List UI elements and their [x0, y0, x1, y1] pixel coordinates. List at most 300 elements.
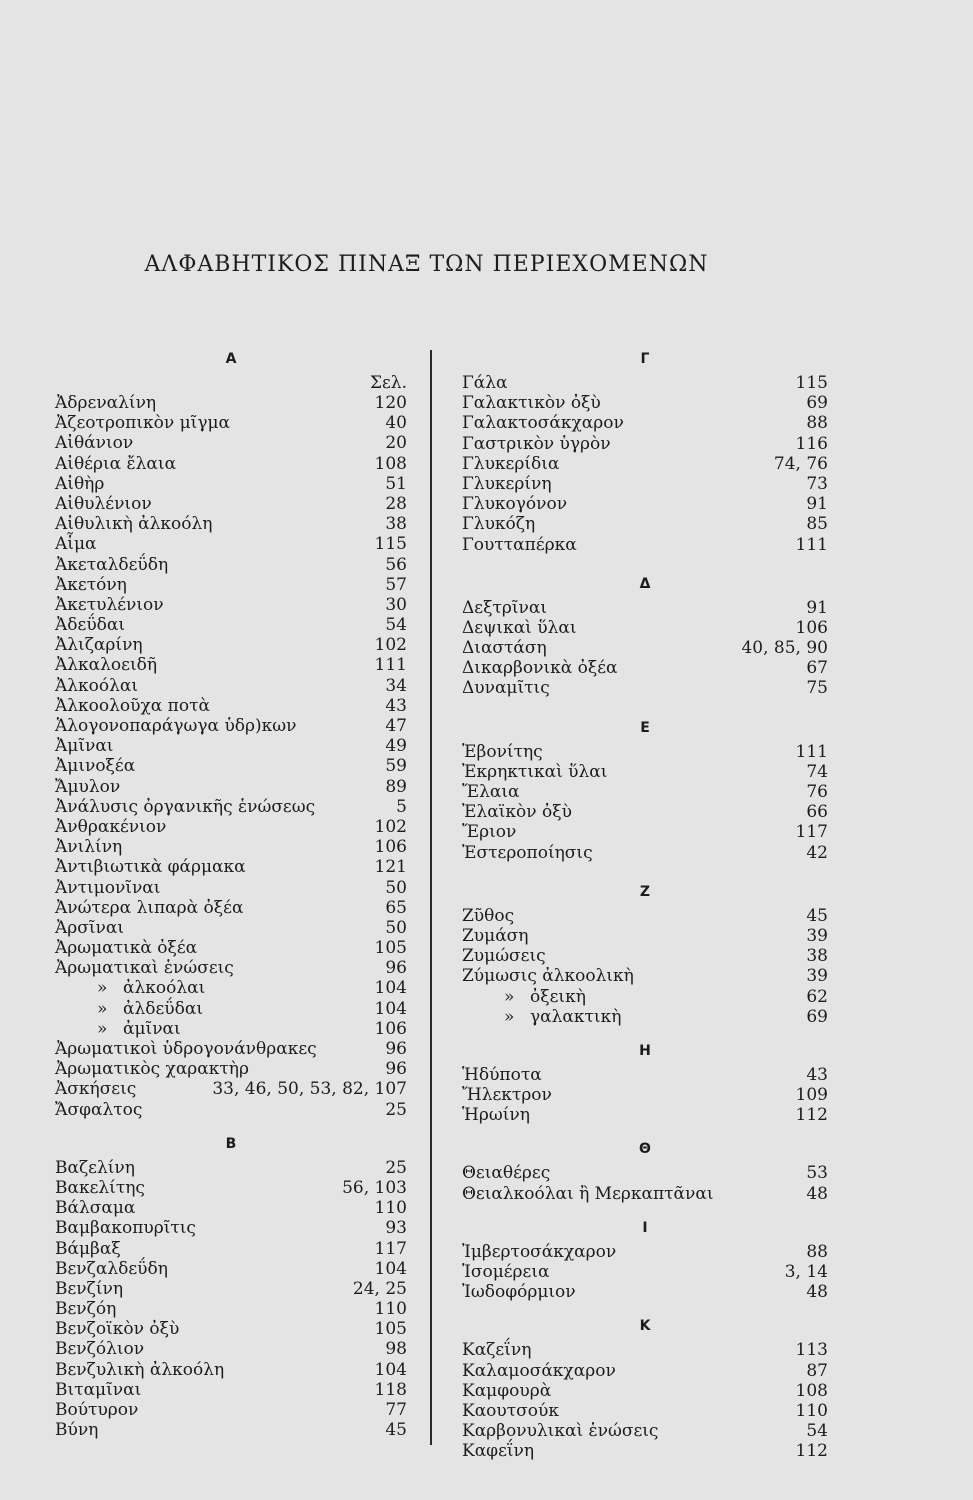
- entry-pages: 115: [795, 373, 828, 393]
- entry-term: [462, 393, 601, 413]
- entry-term-text: Ἀνιλίνη: [55, 837, 123, 858]
- entry-term-text: Γαστρικὸν ὑγρὸν: [462, 433, 611, 454]
- index-entry: [55, 454, 407, 474]
- entry-term: [462, 1340, 531, 1360]
- entry-pages: 69: [806, 1006, 828, 1027]
- entry-term: [462, 906, 514, 926]
- entry-term-text: Ἀρωματικὸς χαρακτὴρ: [55, 1059, 249, 1080]
- index-entry: [462, 843, 828, 863]
- index-entry: [55, 1259, 407, 1279]
- index-entry: [55, 1079, 407, 1099]
- entry-pages: 43: [806, 1064, 828, 1085]
- section-letter: Ζ: [639, 883, 651, 900]
- entry-term: [462, 413, 624, 433]
- index-entry: [462, 638, 828, 658]
- entry-term: [462, 822, 516, 842]
- entry-term: [462, 1381, 551, 1401]
- entry-term: [55, 555, 168, 575]
- entry-term-text: Καζεΐνη: [462, 1340, 532, 1361]
- entry-term: [55, 938, 197, 958]
- entry-pages: 91: [806, 494, 828, 515]
- index-entry: [462, 1105, 828, 1125]
- entry-term: [55, 777, 120, 797]
- left-index-column: [55, 345, 407, 1440]
- entry-pages: 110: [795, 1400, 828, 1421]
- entry-pages: 34: [385, 675, 407, 696]
- entry-term: [55, 1400, 138, 1420]
- entry-term-text: γαλακτικὴ: [530, 1006, 622, 1027]
- entry-term-text: Βάμβαξ: [55, 1238, 121, 1259]
- right-index-column: [462, 345, 828, 1462]
- entry-term-text: Ἀδρεναλίνη: [55, 393, 157, 413]
- entry-term: [97, 1018, 181, 1039]
- entry-term: [55, 474, 104, 494]
- entry-term: [462, 1065, 542, 1085]
- entry-term-text: Ἀρωματικοὶ ὑδρογονάνθρακες: [55, 1039, 317, 1059]
- entry-pages: 76: [806, 782, 828, 802]
- index-entry: [462, 1242, 828, 1262]
- entry-term-text: Ἔριον: [462, 822, 517, 843]
- entry-term: [55, 1178, 145, 1198]
- entry-term: [462, 966, 634, 986]
- entry-term-text: Βενζόλιον: [55, 1339, 145, 1360]
- entry-pages: 106: [374, 1018, 407, 1039]
- entry-term: [462, 1184, 714, 1204]
- entry-pages: 85: [806, 514, 828, 535]
- entry-pages: 88: [806, 413, 828, 434]
- entry-term-text: Ἀμῖναι: [55, 736, 114, 757]
- index-entry: [462, 966, 828, 986]
- entry-pages: 75: [806, 678, 828, 699]
- entry-pages: 88: [806, 1241, 828, 1262]
- entry-pages: 93: [385, 1218, 407, 1239]
- entry-pages: 38: [806, 946, 828, 967]
- index-entry: [462, 494, 828, 514]
- index-entry: [462, 1065, 828, 1085]
- entry-term-text: Καμφουρὰ: [462, 1380, 552, 1401]
- page-title: ΑΛΦΑΒΗΤΙΚΟΣ ΠΙΝΑΞ ΤΩΝ ΠΕΡΙΕΧΟΜΕΝΩΝ: [144, 252, 709, 277]
- index-entry: [462, 434, 828, 454]
- entry-pages: 50: [385, 877, 407, 898]
- entry-term: [462, 434, 611, 454]
- entry-pages: 106: [374, 837, 407, 858]
- entry-pages: 73: [806, 473, 828, 494]
- index-entry: [55, 1420, 407, 1440]
- entry-pages: 49: [385, 736, 407, 757]
- entry-term-text: Αἰθὴρ: [55, 473, 105, 494]
- entry-term-text: Ἡρωίνη: [462, 1105, 530, 1126]
- index-entry: [55, 777, 407, 797]
- index-entry: [55, 898, 407, 918]
- entry-term: [55, 1239, 121, 1259]
- entry-term: [55, 736, 113, 756]
- entry-term-text: Ἀκετυλένιον: [55, 594, 164, 615]
- entry-pages: 66: [806, 802, 828, 823]
- entry-pages: 53: [806, 1163, 828, 1184]
- entry-term: [55, 857, 246, 877]
- index-entry: [55, 978, 407, 998]
- entry-term-text: Ἀρωματικαὶ ἑνώσεις: [55, 958, 234, 979]
- index-entry: [462, 454, 828, 474]
- entry-pages: 69: [806, 393, 828, 414]
- entry-term-text: Ἀδεΰδαι: [55, 615, 126, 636]
- entry-pages: 74: [806, 761, 828, 782]
- entry-pages: 40: [385, 413, 407, 434]
- entry-term: [55, 1158, 135, 1178]
- entry-term-text: Θειαλκοόλαι ἢ Μερκαπτᾶναι: [462, 1183, 714, 1204]
- entry-term-text: Βαμβακοπυρῖτις: [55, 1218, 196, 1239]
- entry-term-text: Βενζαλδεΰδη: [55, 1258, 168, 1279]
- entry-pages: 25: [385, 1099, 407, 1120]
- index-entry: [462, 1282, 828, 1302]
- entry-term-text: Καουτσούκ: [462, 1400, 559, 1421]
- entry-term: [55, 1079, 136, 1099]
- index-entry: [462, 1361, 828, 1381]
- entry-pages: 54: [806, 1421, 828, 1442]
- entry-pages: 43: [385, 695, 407, 716]
- entry-pages: 5: [396, 796, 407, 817]
- entry-term-text: Βιταμῖναι: [55, 1379, 142, 1400]
- entry-pages: 102: [374, 635, 407, 656]
- entry-term: [462, 946, 546, 966]
- section-letter: Ι: [642, 1219, 648, 1236]
- index-entry: [462, 1085, 828, 1105]
- index-entry: [55, 1339, 407, 1359]
- entry-term: [55, 716, 296, 736]
- entry-term-text: Ζυμώσεις: [462, 946, 546, 967]
- entry-term-text: Βούτυρον: [55, 1400, 139, 1420]
- entry-pages: 120: [374, 393, 407, 413]
- entry-pages: 116: [795, 433, 828, 454]
- entry-term: [55, 837, 122, 857]
- index-entry: [55, 555, 407, 575]
- entry-term: [55, 514, 212, 534]
- entry-term-text: Ζύμωσις ἀλκοολικὴ: [462, 966, 634, 987]
- entry-term: [55, 575, 127, 595]
- entry-term: [55, 1339, 144, 1359]
- entry-term-text: Ἀντιβιωτικὰ φάρμακα: [55, 857, 246, 878]
- entry-term: [55, 494, 152, 514]
- index-entry: [462, 1340, 828, 1360]
- entry-pages: 111: [795, 534, 828, 555]
- entry-term: [55, 615, 125, 635]
- entry-term: [462, 1242, 616, 1262]
- index-entry: [462, 926, 828, 946]
- index-entry: [55, 1198, 407, 1218]
- index-entry: [55, 575, 407, 595]
- entry-pages: 25: [385, 1157, 407, 1178]
- entry-term-text: Αἷμα: [55, 534, 97, 555]
- entry-pages: 40, 85, 90: [741, 638, 828, 659]
- entry-term-text: Δεψικαὶ ὕλαι: [462, 617, 577, 638]
- page-column-header: Σελ.: [369, 373, 407, 393]
- index-entry: [55, 958, 407, 978]
- entry-term: [55, 817, 166, 837]
- entry-pages: 67: [806, 658, 828, 679]
- entry-term: [462, 494, 567, 514]
- entry-term-text: Ἀλκαλοειδῆ: [55, 655, 158, 676]
- entry-term-text: Ἀλιζαρίνη: [55, 635, 143, 656]
- entry-pages: 48: [806, 1282, 828, 1303]
- entry-term: [462, 1361, 616, 1381]
- entry-term-text: Ζῦθος: [462, 905, 515, 926]
- entry-pages: 113: [795, 1340, 828, 1361]
- entry-term-text: Ἀνώτερα λιπαρὰ ὀξέα: [55, 897, 244, 918]
- entry-term: [55, 1360, 224, 1380]
- entry-term: [55, 635, 143, 655]
- entry-term: [462, 1441, 534, 1461]
- entry-pages: 105: [374, 938, 407, 959]
- section-letter: Θ: [639, 1141, 651, 1158]
- entry-term: [97, 998, 204, 1019]
- index-entry: [55, 655, 407, 675]
- entry-pages: 111: [374, 655, 407, 676]
- entry-pages: 24, 25: [352, 1278, 407, 1299]
- entry-term: [97, 978, 206, 999]
- index-entry: [55, 1100, 407, 1120]
- section-letter: Β: [225, 1135, 237, 1152]
- entry-term: [55, 1059, 249, 1079]
- entry-term: [55, 413, 230, 433]
- index-entry: [55, 1239, 407, 1259]
- entry-term: [462, 782, 520, 802]
- entry-pages: 102: [374, 816, 407, 837]
- entry-term-text: Ἁλογονοπαράγωγα ὑδρ)κων: [55, 716, 297, 736]
- index-entry: [462, 618, 828, 638]
- entry-term-text: Ἀζεοτροπικὸν μῖγμα: [55, 413, 231, 434]
- entry-term: [55, 1420, 98, 1440]
- entry-term: [55, 1259, 168, 1279]
- entry-pages: 112: [795, 1105, 828, 1126]
- entry-pages: 65: [385, 897, 407, 918]
- entry-pages: 91: [806, 597, 828, 618]
- index-entry: [462, 373, 828, 393]
- index-entry: [462, 413, 828, 433]
- entry-term-text: ἀλδεΰδαι: [123, 998, 204, 1019]
- entry-pages: 47: [385, 716, 407, 736]
- entry-pages: 48: [806, 1183, 828, 1204]
- entry-term-text: Γαλακτικὸν ὀξὺ: [462, 393, 601, 414]
- index-entry: [55, 635, 407, 655]
- entry-term: [55, 1319, 179, 1339]
- entry-term-text: Ἐστεροποίησις: [462, 842, 593, 863]
- entry-pages: 118: [374, 1379, 407, 1400]
- index-entry: [462, 1184, 828, 1204]
- index-entry: [462, 598, 828, 618]
- index-entry: [462, 822, 828, 842]
- entry-pages: 45: [806, 905, 828, 926]
- entry-term: [462, 1262, 550, 1282]
- entry-pages: 59: [385, 756, 407, 777]
- index-entry: [55, 918, 407, 938]
- index-entry: [55, 595, 407, 615]
- index-entry: [462, 782, 828, 802]
- entry-term-text: Ἀσκήσεις: [55, 1079, 137, 1100]
- entry-pages: 104: [374, 1359, 407, 1380]
- section-letter: Γ: [640, 351, 650, 367]
- index-entry: [55, 393, 407, 413]
- ditto-mark: »: [97, 978, 108, 999]
- entry-pages: 117: [795, 822, 828, 843]
- entry-pages: 51: [385, 473, 407, 494]
- entry-pages: 74, 76: [773, 453, 828, 474]
- entry-term: [55, 756, 135, 776]
- entry-pages: 105: [374, 1319, 407, 1340]
- entry-term: [462, 1401, 559, 1421]
- entry-pages: 3, 14: [784, 1262, 828, 1282]
- entry-term-text: Ἀλκοόλαι: [55, 675, 139, 696]
- entry-term: [55, 958, 234, 978]
- entry-pages: 111: [795, 741, 828, 762]
- entry-pages: 20: [385, 433, 407, 454]
- index-entry: [55, 534, 407, 554]
- entry-term-text: Αἰθυλένιον: [55, 493, 152, 514]
- index-entry: [55, 413, 407, 433]
- entry-pages: 104: [374, 998, 407, 1019]
- entry-term: [462, 638, 547, 658]
- entry-pages: 30: [385, 594, 407, 615]
- entry-term: [462, 802, 572, 822]
- index-entry: [55, 878, 407, 898]
- entry-term-text: Δεξτρῖναι: [462, 597, 547, 618]
- entry-term: [55, 1100, 142, 1120]
- entry-term-text: Γαλακτοσάκχαρον: [462, 413, 624, 434]
- index-entry: [55, 1019, 407, 1039]
- entry-term-text: Ἀκεταλδεΰδη: [55, 554, 169, 575]
- index-entry: [55, 1158, 407, 1178]
- entry-term-text: ἀλκοόλαι: [123, 978, 206, 999]
- entry-pages: 98: [385, 1339, 407, 1360]
- entry-term: [462, 454, 559, 474]
- entry-term: [55, 655, 157, 675]
- entry-term: [462, 514, 535, 534]
- entry-term: [55, 595, 164, 615]
- entry-term-text: Καφεΐνη: [462, 1441, 535, 1462]
- index-entry: [55, 1059, 407, 1079]
- index-entry: [55, 1380, 407, 1400]
- entry-pages: 39: [806, 966, 828, 987]
- entry-term: [462, 678, 550, 698]
- entry-term: [55, 393, 156, 413]
- entry-pages: 33, 46, 50, 53, 82, 107: [212, 1079, 407, 1100]
- entry-term-text: Αἰθέρια ἔλαια: [55, 453, 177, 474]
- entry-term-text: Δυναμῖτις: [462, 678, 550, 699]
- entry-term: [462, 658, 618, 678]
- entry-term: [55, 696, 210, 716]
- section-letter: Κ: [639, 1318, 651, 1335]
- entry-term-text: Ἄσφαλτος: [55, 1099, 143, 1120]
- entry-pages: 96: [385, 958, 407, 979]
- entry-term: [504, 986, 586, 1007]
- index-entry: [462, 658, 828, 678]
- entry-term-text: Θειαθέρες: [462, 1163, 551, 1184]
- entry-term-text: Γλυκερίνη: [462, 473, 552, 494]
- entry-pages: 108: [795, 1380, 828, 1401]
- index-entry: [462, 906, 828, 926]
- index-entry: [55, 999, 407, 1019]
- entry-term: [462, 1085, 552, 1105]
- entry-pages: 96: [385, 1039, 407, 1059]
- index-entry: [55, 1319, 407, 1339]
- index-entry: [55, 1178, 407, 1198]
- entry-term-text: Ἀρσῖναι: [55, 917, 125, 938]
- entry-term: [55, 1039, 317, 1059]
- entry-term-text: Ἐκρηκτικαὶ ὕλαι: [462, 761, 608, 782]
- index-entry: [55, 938, 407, 958]
- index-entry: [462, 678, 828, 698]
- entry-pages: 117: [374, 1238, 407, 1259]
- entry-term-text: Ἔλαια: [462, 782, 520, 802]
- entry-term: [462, 843, 593, 863]
- entry-term: [462, 535, 577, 555]
- index-entry: [55, 837, 407, 857]
- entry-term: [504, 1006, 622, 1027]
- entry-term: [55, 898, 243, 918]
- entry-pages: 104: [374, 1258, 407, 1279]
- entry-pages: 121: [374, 857, 407, 878]
- entry-term-text: Γλυκερίδια: [462, 453, 560, 474]
- entry-term-text: Διαστάση: [462, 638, 547, 659]
- entry-term-text: Βενζοϊκὸν ὀξὺ: [55, 1319, 180, 1340]
- entry-term: [462, 1105, 530, 1125]
- entry-term: [55, 1299, 116, 1319]
- entry-term: [462, 474, 552, 494]
- entry-term-text: Ἰμβερτοσάκχαρον: [462, 1241, 617, 1262]
- entry-term-text: Αἰθάνιον: [55, 433, 134, 454]
- entry-term: [55, 1218, 196, 1238]
- entry-term: [55, 1279, 123, 1299]
- entry-term-text: Ἀνθρακένιον: [55, 816, 167, 837]
- index-entry: [55, 474, 407, 494]
- entry-pages: 28: [385, 493, 407, 514]
- entry-term-text: Βακελίτης: [55, 1177, 145, 1198]
- entry-term-text: Ἀντιμονῖναι: [55, 877, 161, 898]
- entry-term-text: Καλαμοσάκχαρον: [462, 1360, 616, 1381]
- index-entry: [55, 1299, 407, 1319]
- entry-term: [462, 598, 547, 618]
- entry-pages: 104: [374, 978, 407, 999]
- section-letter: Α: [225, 351, 237, 367]
- entry-term: [55, 918, 124, 938]
- entry-pages: 108: [374, 453, 407, 474]
- index-entry: [462, 946, 828, 966]
- entry-term: [55, 433, 133, 453]
- ditto-mark: »: [97, 998, 108, 1019]
- index-entry: [462, 742, 828, 762]
- entry-pages: 96: [385, 1059, 407, 1080]
- entry-pages: 110: [374, 1299, 407, 1320]
- entry-term-text: Ἀνάλυσις ὀργανικῆς ἑνώσεως: [55, 796, 316, 817]
- entry-term-text: Γλυκογόνον: [462, 494, 568, 515]
- entry-term-text: Γάλα: [462, 373, 508, 393]
- index-entry: [55, 615, 407, 635]
- entry-term: [462, 1421, 658, 1441]
- entry-pages: 109: [795, 1085, 828, 1106]
- index-entry: [55, 1360, 407, 1380]
- entry-term-text: Βαζελίνη: [55, 1157, 135, 1178]
- entry-pages: 38: [385, 514, 407, 535]
- section-letter: Ε: [640, 719, 650, 736]
- entry-term: [55, 534, 96, 554]
- index-entry: [462, 514, 828, 534]
- index-entry: [55, 817, 407, 837]
- entry-term: [462, 1282, 576, 1302]
- entry-term-text: Βενζόη: [55, 1299, 117, 1320]
- entry-term-text: ὀξεικὴ: [530, 986, 586, 1007]
- index-entry: [462, 1441, 828, 1461]
- entry-term-text: Ἄμυλον: [55, 776, 121, 797]
- entry-pages: 115: [374, 534, 407, 555]
